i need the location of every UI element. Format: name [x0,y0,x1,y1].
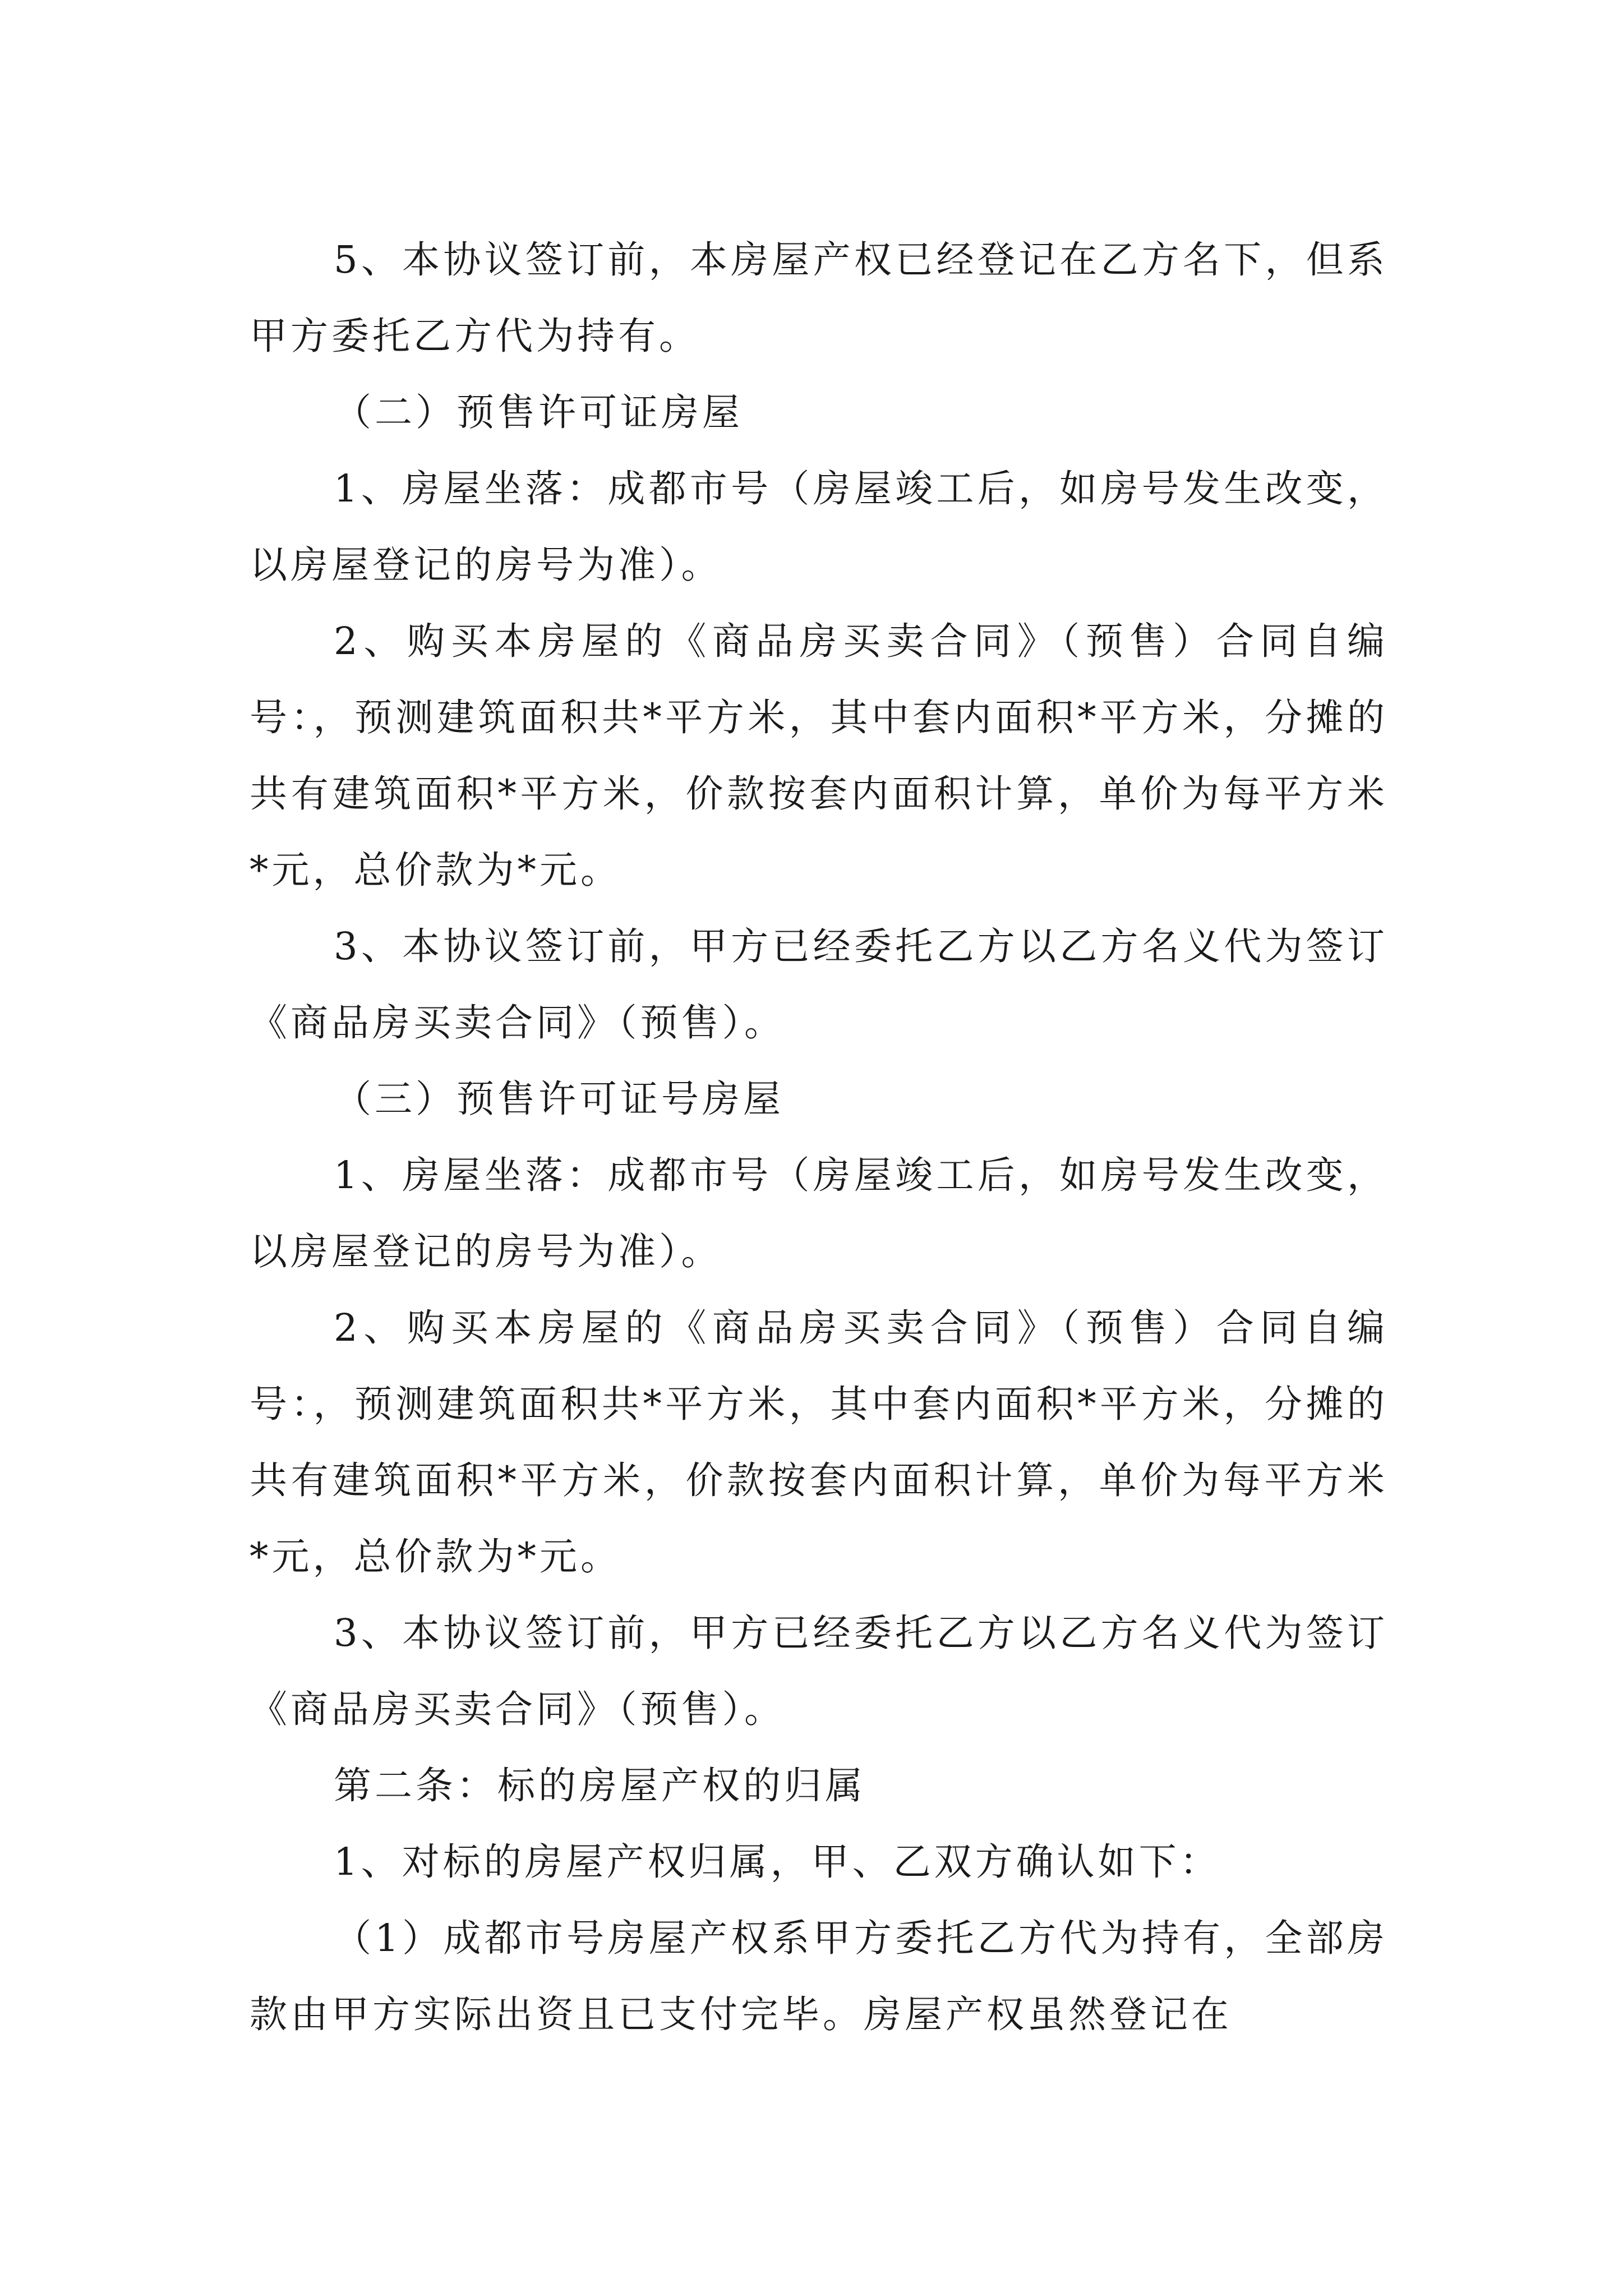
document-body [250,222,1388,2053]
section-heading-presale-permit-number-house: （三）预售许可证号房屋 [334,1077,784,1121]
paragraph-house-location-2: 1、房屋坐落：成都市号（房屋竣工后，如房号发生改变，以房屋登记的房号为准）。 [250,1153,1388,1273]
paragraph-purchase-contract-2: 2、购买本房屋的《商品房买卖合同》（预售）合同自编号：，预测建筑面积共*平方米，其中套内面积*平方米，分摊的共有建筑面积*平方米，价款按套内面积计算，单价为每平方米*元，总价款为*元。 [250,1306,1388,1579]
paragraph-ownership-item-1: （1）成都市号房屋产权系甲方委托乙方代为持有，全部房款由甲方实际出资且已支付完毕。房屋产权虽然登记在 [250,1916,1388,2036]
paragraph-ownership-confirmation: 1、对标的房屋产权归属，甲、乙双方确认如下： [334,1840,1221,1884]
paragraph-purchase-contract: 2、购买本房屋的《商品房买卖合同》（预售）合同自编号：，预测建筑面积共*平方米，其中套内面积*平方米，分摊的共有建筑面积*平方米，价款按套内面积计算，单价为每平方米*元，总价款为*元。 [250,619,1388,892]
paragraph-entrust-signing-2: 3、本协议签订前，甲方已经委托乙方以乙方名义代为签订《商品房买卖合同》（预售）。 [250,1611,1388,1731]
paragraph-house-location: 1、房屋坐落：成都市号（房屋竣工后，如房号发生改变，以房屋登记的房号为准）。 [250,467,1388,587]
article-heading-ownership: 第二条：标的房屋产权的归属 [334,1764,866,1807]
paragraph-clause-5: 5、本协议签订前，本房屋产权已经登记在乙方名下，但系甲方委托乙方代为持有。 [250,238,1388,358]
paragraph-entrust-signing: 3、本协议签订前，甲方已经委托乙方以乙方名义代为签订《商品房买卖合同》（预售）。 [250,924,1388,1045]
section-heading-presale-permit-house: （二）预售许可证房屋 [334,390,743,434]
